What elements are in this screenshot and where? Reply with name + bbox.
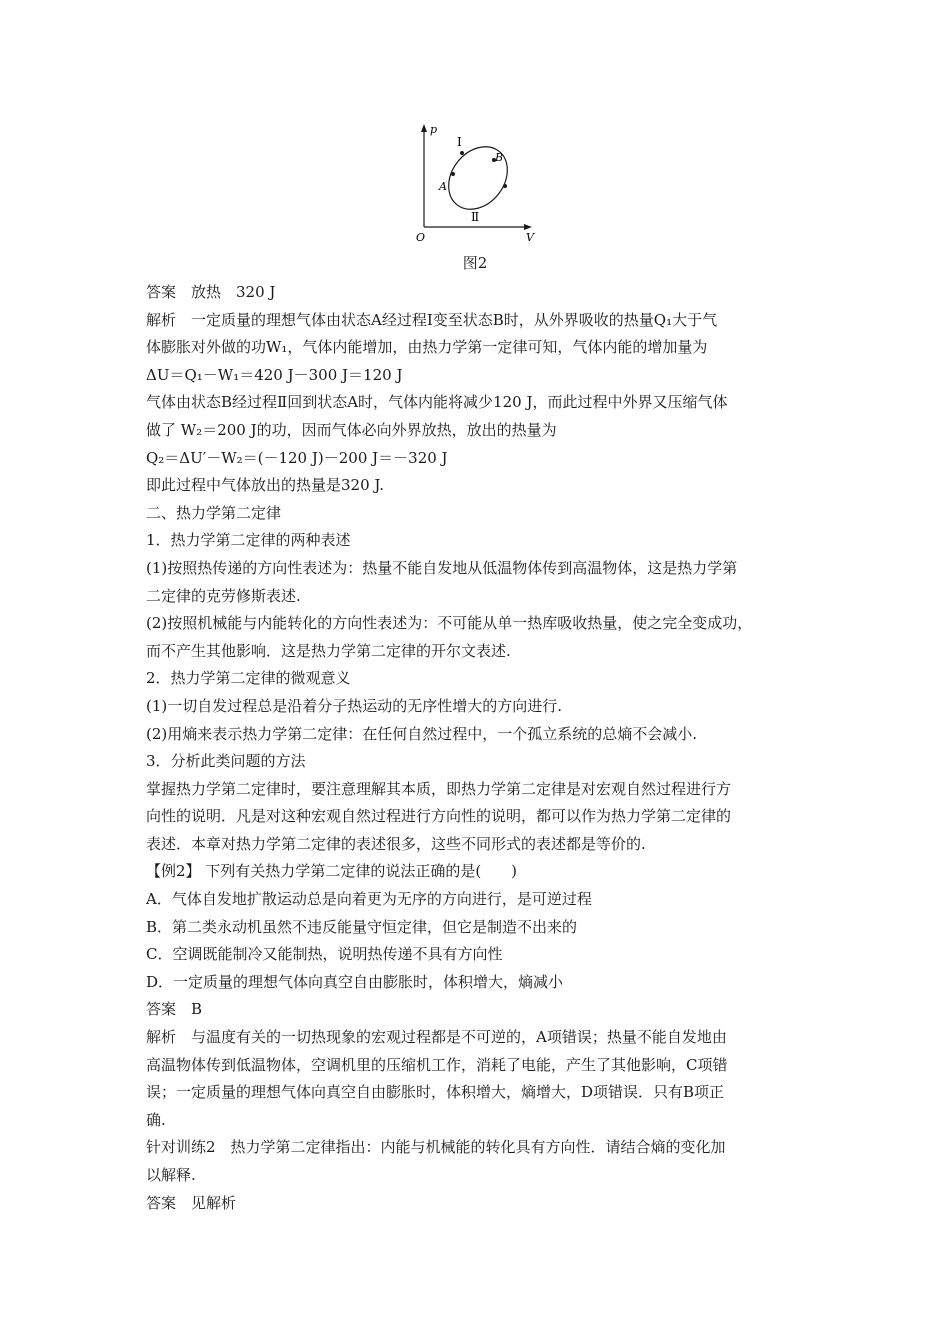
pv-cycle-diagram bbox=[405, 120, 545, 245]
example-question: 【例2】 下列有关热力学第二定律的说法正确的是( ) bbox=[146, 862, 518, 881]
paragraph-line: 而不产生其他影响．这是热力学第二定律的开尔文表述. bbox=[146, 641, 511, 660]
label-b: B bbox=[495, 151, 504, 164]
option-d: D．一定质量的理想气体向真空自由膨胀时，体积增大，熵减小 bbox=[146, 972, 564, 991]
analysis-line: 解析 与温度有关的一切热现象的宏观过程都是不可逆的，A项错误；热量不能自发地由 bbox=[146, 1028, 727, 1047]
subsection-heading: 2．热力学第二定律的微观意义 bbox=[146, 669, 351, 688]
analysis-line: 体膨胀对外做的功W₁，气体内能增加，由热力学第一定律可知，气体内能的增加量为 bbox=[146, 338, 708, 357]
pv-diagram-figure bbox=[405, 120, 545, 245]
point-process-ii bbox=[503, 184, 507, 188]
point-process-i bbox=[460, 151, 464, 155]
analysis-line: 高温物体传到低温物体，空调机里的压缩机工作，消耗了电能，产生了其他影响，C项错 bbox=[146, 1055, 728, 1074]
paragraph-line: 二定律的克劳修斯表述. bbox=[146, 586, 301, 605]
paragraph-line: 掌握热力学第二定律时，要注意理解其本质，即热力学第二定律是对宏观自然过程进行方 bbox=[146, 779, 732, 798]
training-question: 以解释. bbox=[146, 1166, 196, 1184]
option-c: C．空调既能制冷又能制热，说明热传递不具有方向性 bbox=[146, 945, 503, 964]
equation-line: Q₂＝ΔU′－W₂＝(－120 J)－200 J＝－320 J bbox=[146, 448, 448, 467]
paragraph-line: 向性的说明．凡是对这种宏观自然过程进行方向性的说明，都可以作为热力学第二定律的 bbox=[146, 807, 732, 826]
p-axis-arrow bbox=[421, 124, 427, 132]
axis-v-label: V bbox=[526, 231, 534, 244]
origin-label: O bbox=[416, 231, 426, 244]
analysis-line: 误；一定质量的理想气体向真空自由膨胀时，体积增大，熵增大，D项错误．只有B项正 bbox=[146, 1083, 725, 1102]
analysis-line: 确. bbox=[146, 1110, 166, 1129]
v-axis-arrow bbox=[524, 224, 532, 230]
label-process-i: Ⅰ bbox=[457, 135, 462, 149]
paragraph-line: (2)用熵来表示热力学第二定律：在任何自然过程中，一个孤立系统的总熵不会减小. bbox=[146, 724, 698, 743]
figure-caption: 图2 bbox=[462, 254, 488, 272]
paragraph-line: (1)一切自发过程总是沿着分子热运动的无序性增大的方向进行. bbox=[146, 696, 563, 715]
body-text bbox=[146, 279, 814, 1217]
axis-p-label: p bbox=[430, 123, 438, 136]
equation-line: ΔU＝Q₁－W₁＝420 J－300 J＝120 J bbox=[146, 365, 403, 384]
point-a bbox=[451, 172, 455, 176]
paragraph-line: 表述．本章对热力学第二定律的表述很多，这些不同形式的表述都是等价的. bbox=[146, 834, 646, 853]
analysis-line: 做了 W₂＝200 J的功，因而气体必向外界放热，放出的热量为 bbox=[146, 420, 557, 439]
paragraph-line: (2)按照机械能与内能转化的方向性表述为：不可能从单一热库吸收热量，使之完全变成功， bbox=[146, 614, 753, 633]
option-b: B．第二类永动机虽然不违反能量守恒定律，但它是制造不出来的 bbox=[146, 917, 578, 936]
answer-line: 答案 放热 320 J bbox=[146, 283, 276, 301]
paragraph-line: (1)按照热传递的方向性表述为：热量不能自发地从低温物体传到高温物体，这是热力学第 bbox=[146, 558, 738, 577]
answer-line: 答案 见解析 bbox=[146, 1193, 237, 1212]
analysis-line: 即此过程中气体放出的热量是320 J. bbox=[146, 476, 385, 495]
subsection-heading: 1．热力学第二定律的两种表述 bbox=[146, 531, 351, 550]
subsection-heading: 3．分析此类问题的方法 bbox=[146, 752, 306, 771]
section-heading: 二、热力学第二定律 bbox=[146, 503, 282, 522]
answer-line: 答案 B bbox=[146, 1000, 203, 1019]
label-a: A bbox=[439, 180, 447, 193]
training-question: 针对训练2 热力学第二定律指出：内能与机械能的转化具有方向性．请结合熵的变化加 bbox=[146, 1138, 726, 1157]
label-process-ii: Ⅱ bbox=[471, 210, 480, 224]
analysis-line: 气体由状态B经过程Ⅱ回到状态A时，气体内能将减少120 J，而此过程中外界又压缩气体 bbox=[146, 393, 728, 412]
option-a: A．气体自发地扩散运动总是向着更为无序的方向进行，是可逆过程 bbox=[146, 890, 592, 909]
cycle-ellipse bbox=[437, 135, 520, 221]
analysis-line: 解析 一定质量的理想气体由状态A经过程Ⅰ变至状态B时，从外界吸收的热量Q₁大于气 bbox=[146, 310, 718, 329]
